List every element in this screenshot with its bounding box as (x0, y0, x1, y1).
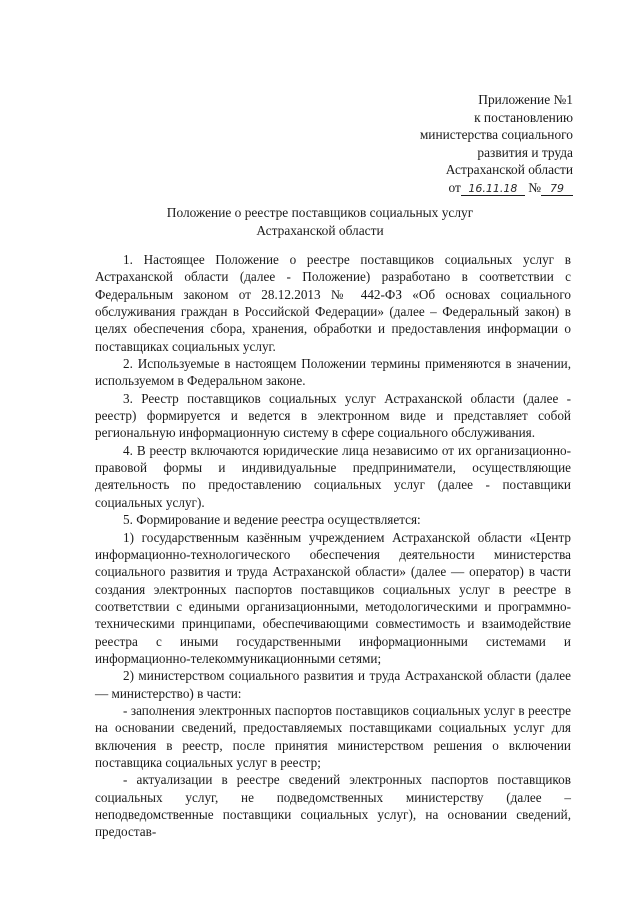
appendix-number: Приложение №1 (478, 92, 573, 107)
appendix-development: развития и труда (477, 144, 573, 160)
paragraph-4: 4. В реестр включаются юридические лица независимо от их организационно-правовой формы и индивидуальные предприниматели, осуществляющие деятельность по предоставлению социальных услуг (далее - поставщики социальных услуг). (95, 442, 571, 510)
title-line-1: Положение о реестре поставщиков социальных услуг (166, 205, 474, 220)
handwritten-date: 16.11.18 (461, 182, 525, 196)
document-title (80, 204, 560, 239)
appendix-region: Астраханской области (445, 162, 573, 178)
appendix-date-number-line (395, 179, 573, 197)
paragraph-5-item-2-dash-1: - заполнения электронных паспортов поставщиков социальных услуг в реестре на основании сведений, предоставляемых поставщиками социальных услуг для включения в реестр, после принятия министерством решения о включении поставщика социальных услуг в реестр; (95, 702, 571, 770)
title-line-2: Астраханской области (256, 222, 384, 238)
paragraph-5-item-2-dash-2: - актуализации в реестре сведений электронных паспортов поставщиков социальных услуг, не подведомственных министерству (далее – неподведомственные поставщики социальных услуг), на основании сведений, предостав- (95, 772, 571, 840)
appendix-header (395, 91, 573, 197)
number-prefix: № (528, 179, 541, 195)
paragraph-5-item-1: 1) государственным казённым учреждением Астраханской области «Центр информационно-технологического обеспечения деятельности министерства социального развития и труда Астраханской области» (далее — оператор) в части создания электронных паспортов поставщиков социальных услуг в реестре в соответствии с едиными организационными, методологическими и программно-техническими принципами, обеспечивающими совместимость и взаимодействие реестра с иными государственными информационными системами и информационно-телекоммуникационными сетями; (95, 529, 571, 666)
paragraph-3: 3. Реестр поставщиков социальных услуг Астраханской области (далее - реестр) формируется и ведется в электронном виде и представляет собой региональную информационную систему в сфере социального обслуживания. (95, 390, 571, 441)
paragraph-5: 5. Формирование и ведение реестра осуществляется: (123, 512, 421, 528)
appendix-ministry: министерства социального (419, 127, 573, 143)
appendix-to-resolution: к постановлению (474, 109, 573, 125)
paragraph-1: 1. Настоящее Положение о реестре поставщиков социальных услуг в Астраханской области (далее - Положение) разработано в соответствии с Федеральным законом от 28.12.2013 № 442-ФЗ «Об основах социального обслуживания граждан в Российской Федерации» (далее – Федеральный закон) в целях обеспечения сбора, хранения, обработки и предоставления информации о поставщиках социальных услуг. (95, 252, 571, 354)
paragraph-2: 2. Используемые в настоящем Положении термины применяются в значении, используемом в Федеральном законе. (95, 356, 571, 389)
paragraph-5-item-2: 2) министерством социального развития и труда Астраханской области (далее — министерство) в части: (95, 668, 571, 701)
handwritten-number: 79 (541, 182, 573, 196)
document-body (95, 251, 571, 841)
from-prefix: от (448, 179, 461, 195)
